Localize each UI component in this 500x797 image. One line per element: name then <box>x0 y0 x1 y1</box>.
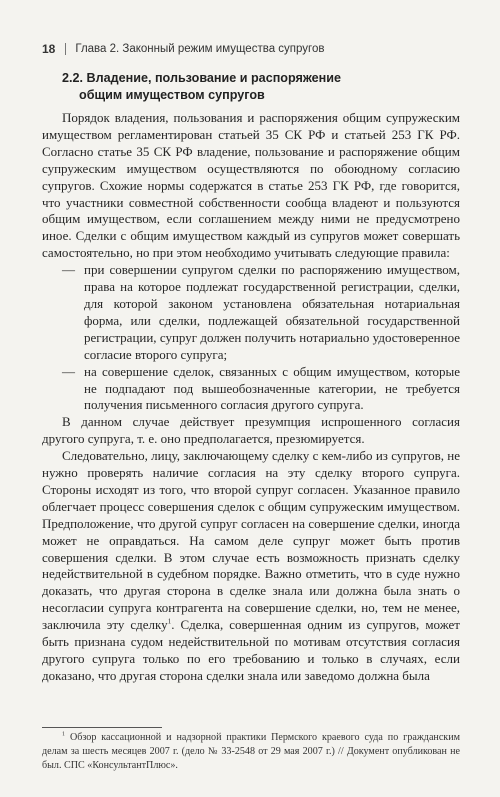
rule-text: на совершение сделок, связанных с общим имуществом, которые не подпадают под вышеобозначенные категории, не требуется получения письменного согласия другого супруга. <box>84 363 460 413</box>
main-text <box>42 110 460 685</box>
intro-paragraph: Порядок владения, пользования и распоряжения общим супружеским имуществом регламентирован статьей 35 СК РФ и статьей 253 ГК РФ. Согласно статье 35 СК РФ владение, пользование и распоряжение общим супружеским имуществом осуществляются по обоюдному согласию супругов. Схожие нормы содержатся в статье 253 ГК РФ, где говорится, что участники совместной собственности сообща владеют и пользуются общим имуществом, если соглашением между ними не предусмотрено иное. Сделки с общим имуществом каждый из супругов может совершать самостоятельно, но при этом необходимо учитывать следующие правила: <box>42 110 460 261</box>
section-heading <box>62 70 442 104</box>
section-heading-line2: общим имуществом супругов <box>79 88 265 102</box>
conclusion-paragraph <box>42 448 460 685</box>
dash-marker: — <box>62 363 75 379</box>
section-heading-line1: 2.2. Владение, пользование и распоряжение <box>62 71 341 85</box>
footnote-text: Обзор кассационной и надзорной практики Пермского краевого суда по гражданским делам за шесть месяцев 2007 г. (дело № 33-2548 от 29 мая 2007 г.) // Документ опубликован не был. СПС «КонсультантПлюс». <box>42 732 461 771</box>
presumption-paragraph: В данном случае действует презумпция испрошенного согласия другого супруга, т. е. оно предполагается, презюмируется. <box>42 414 460 447</box>
conclusion-text-end: . Сделка, совершенная одним из супругов, может быть признана судом недействительной по мотивам отсутствия согласия другого супруга только по его требованию и только в случаях, если доказано, что другая сторона сделки знала или заведомо должна была <box>42 617 460 683</box>
dash-marker: — <box>62 262 75 278</box>
conclusion-text-start: Следовательно, лицу, заключающему сделку с кем-либо из супругов, не нужно проверять наличие согласия на эту сделку второго супруга. Стороны исходят из того, что второй супруг согласен. Указанное правило облегчает процесс совершения сделок с общим супружеским имуществом. Предположение, что другой супруг согласен на совершение сделки, иногда может не оправдаться. На самом деле супруг может быть против совершения сделки. В этом случае есть возможность признать сделку недействительной в судебном порядке. Важно отметить, что в суде нужно доказать, что другая сторона в сделке знала или должна была знать о несогласии супруга контрагента на совершение сделки, но, тем не менее, заключила эту сделку <box>42 448 460 633</box>
chapter-title: Глава 2. Законный режим имущества супругов <box>75 43 325 55</box>
footnote <box>42 731 460 772</box>
footnote-marker: 1 <box>62 731 65 738</box>
page-number: 18 <box>42 42 56 56</box>
footnote-divider <box>42 727 162 728</box>
rule-text: при совершении супругом сделки по распоряжению имуществом, права на которое подлежат государственной регистрации, сделки, для которой законом установлена обязательная нотариальная форма, или сделки, подлежащей обязательной государственной регистрации, супруг должен получить нотариально удостоверенное согласие второго супруга; <box>84 262 460 362</box>
running-header <box>42 42 462 56</box>
footnote-reference[interactable]: 1 <box>167 617 172 626</box>
header-divider <box>65 43 66 55</box>
rule-item-notarial-consent <box>42 262 460 363</box>
rule-item-no-written-consent <box>42 364 460 415</box>
